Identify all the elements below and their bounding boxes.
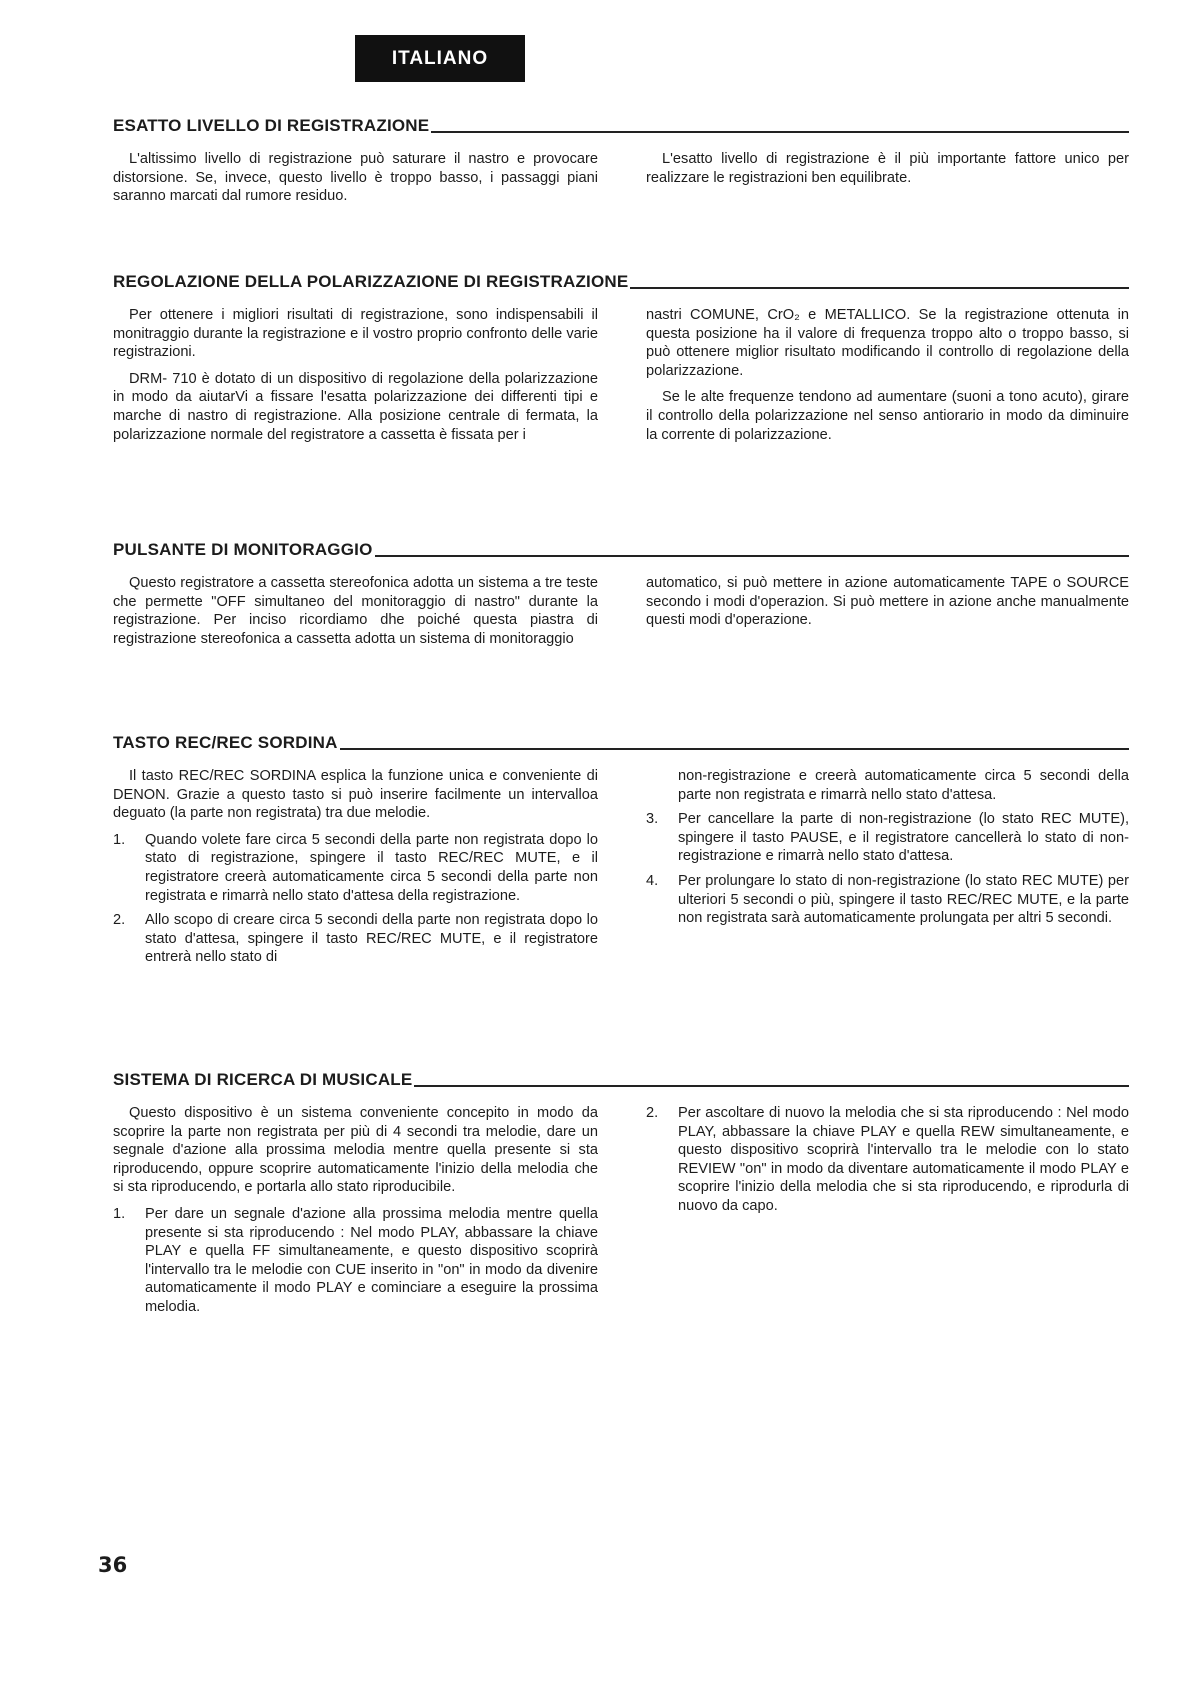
heading-rule	[375, 555, 1130, 557]
item-text: non-registrazione e creerà automaticamente circa 5 secondi della parte non registrata e rimarrà nello stato d'attesa.	[678, 768, 1129, 803]
paragraph: L'altissimo livello di registrazione può saturare il nastro e provocare distorsione. Se, invece, questo livello è troppo basso, i passaggi piani saranno marcati dal rumore residuo.	[113, 151, 598, 205]
section-heading	[113, 116, 1129, 136]
item-number: 1.	[113, 831, 126, 848]
section-bias-adjustment	[113, 272, 1129, 452]
language-tab: ITALIANO	[355, 35, 525, 82]
heading-rule	[431, 131, 1129, 133]
item-text: Allo scopo di creare circa 5 secondi della parte non registrata dopo lo stato d'attesa, spingere il tasto REC/REC MUTE, e il registratore entrerà nello stato di	[145, 912, 598, 966]
item-number: 2.	[113, 912, 126, 929]
paragraph: DRM- 710 è dotato di un dispositivo di regolazione della polarizzazione in modo da aiutarVi a fissare l'esatta polarizzazione dei differenti tipi e marche di nastro di registrazione. Alla posizione centrale di fermata, la polarizzazione normale del registratore a cassetta è fissata per i	[113, 370, 598, 443]
list-item	[646, 1104, 1129, 1216]
section-title: REGOLAZIONE DELLA POLARIZZAZIONE DI REGISTRAZIONE	[113, 272, 629, 291]
section-heading	[113, 540, 1129, 560]
paragraph: Questo dispositivo è un sistema conveniente concepito in modo da scoprire la parte non registrata per più di 4 secondi tra melodie, dare un segnale d'azione alla prossima melodia mentre quella presente si sta riproducendo, oppure scoprire automaticamente l'inizio della melodia che si sta riproducendo, e portarla allo stato riproducibile.	[113, 1105, 598, 1196]
heading-rule	[340, 748, 1129, 750]
section-title: SISTEMA DI RICERCA DI MUSICALE	[113, 1070, 413, 1089]
section-title: PULSANTE DI MONITORAGGIO	[113, 540, 373, 559]
item-text: Quando volete fare circa 5 secondi della parte non registrata dopo lo stato di registrazione, spingere il tasto REC/REC MUTE, e il registratore creerà automaticamente circa 5 secondi della parte non registrata e rimarrà nello stato d'attesa della registrazione.	[145, 831, 598, 904]
section-recording-level	[113, 116, 1129, 214]
section-heading	[113, 272, 1129, 292]
item-text: Per cancellare la parte di non-registrazione (lo stato REC MUTE), spingere il tasto PAUSE, e il registratore cancellerà lo stato di non-registrazione e rimarrà nello stato d'attesa.	[678, 811, 1129, 865]
page-number: 36	[98, 1553, 128, 1577]
right-column	[646, 1104, 1129, 1323]
paragraph: Se le alte frequenze tendono ad aumentare (suoni a tono acuto), girare il controllo della polarizzazione nel senso antiorario in modo da diminuire la corrente di polarizzazione.	[646, 389, 1129, 443]
section-music-search	[113, 1070, 1129, 1323]
paragraph: automatico, si può mettere in azione automaticamente TAPE o SOURCE secondo i modi d'operazion. Si può mettere in azione anche manualmente questi modi d'operazione.	[646, 575, 1129, 629]
paragraph: Questo registratore a cassetta stereofonica adotta un sistema a tre teste che permette "OFF simultaneo del monitoraggio di nastro" durante la registrazione. Per inciso ricordiamo dhe poiché questa piastra di registrazione stereofonica a cassetta adotta un sistema di monitoraggio	[113, 575, 598, 647]
left-column	[113, 1104, 598, 1323]
paragraph: L'esatto livello di registrazione è il più importante fattore unico per realizzare le registrazioni ben equilibrate.	[646, 151, 1129, 186]
list-item-continuation	[646, 767, 1129, 804]
numbered-list	[646, 1104, 1129, 1216]
list-item	[646, 810, 1129, 866]
section-rec-mute	[113, 733, 1129, 973]
numbered-list	[113, 831, 598, 967]
item-number-spacer	[646, 767, 678, 804]
list-item	[113, 831, 598, 905]
item-text: Per prolungare lo stato di non-registrazione (lo stato REC MUTE) per ulteriori 5 secondi o più, spingere il tasto REC/REC MUTE, e la parte non registrata sarà automaticamente prolungata per altri 5 secondi.	[678, 872, 1129, 927]
right-column	[646, 306, 1129, 452]
right-column	[646, 150, 1129, 214]
section-title: TASTO REC/REC SORDINA	[113, 733, 338, 752]
heading-rule	[630, 287, 1129, 289]
item-number: 3.	[646, 811, 659, 828]
right-column	[646, 767, 1129, 973]
list-item	[113, 911, 598, 967]
section-title: ESATTO LIVELLO DI REGISTRAZIONE	[113, 116, 430, 135]
left-column	[113, 306, 598, 452]
paragraph: Per ottenere i migliori risultati di registrazione, sono indispensabili il monitraggio durante la registrazione e il vostro proprio confronto delle varie registrazioni.	[113, 307, 598, 361]
right-column	[646, 574, 1129, 656]
paragraph: nastri COMUNE, CrO₂ e METALLICO. Se la registrazione ottenuta in questa posizione ha il valore di frequenza troppo alto o troppo basso, si può ottenere miglior risultato modificando il controllo di regolazione della polarizzazione.	[646, 307, 1129, 379]
left-column	[113, 150, 598, 214]
item-text: Per dare un segnale d'azione alla prossima melodia mentre quella presente si sta riproducendo : Nel modo PLAY, abbassare la chiave PLAY e quella FF simultaneamente, e questo dispositivo scoprirà l'intervallo tra le melodie con CUE inserito in "on" in modo da divenire automaticamente il modo PLAY e cominciare a eseguire la prossima melodia.	[145, 1205, 598, 1315]
paragraph: Il tasto REC/REC SORDINA esplica la funzione unica e conveniente di DENON. Grazie a questo tasto si può inserire facilmente un intervalloa deguato (la parte non registrata) tra due melodie.	[113, 768, 598, 822]
section-monitor-button	[113, 540, 1129, 656]
item-text: Per ascoltare di nuovo la melodia che si sta riproducendo : Nel modo PLAY, abbassare la chiave PLAY e quella REW simultaneamente, e questo dispositivo scoprirà l'intervallo tra le melodie con lo stato REVIEW "on" in modo da diventare automaticamente il modo PLAY e scoprire l'inizio della melodia che si sta riproducendo, e riprodurla di nuovo da capo.	[678, 1105, 1129, 1214]
item-number: 1.	[113, 1205, 126, 1222]
list-item	[646, 872, 1129, 928]
item-number: 4.	[646, 872, 659, 889]
left-column	[113, 767, 598, 973]
numbered-list	[646, 767, 1129, 928]
section-heading	[113, 733, 1129, 753]
item-number: 2.	[646, 1105, 659, 1121]
numbered-list	[113, 1205, 598, 1317]
section-heading	[113, 1070, 1129, 1090]
heading-rule	[414, 1085, 1129, 1087]
list-item	[113, 1205, 598, 1317]
left-column	[113, 574, 598, 656]
